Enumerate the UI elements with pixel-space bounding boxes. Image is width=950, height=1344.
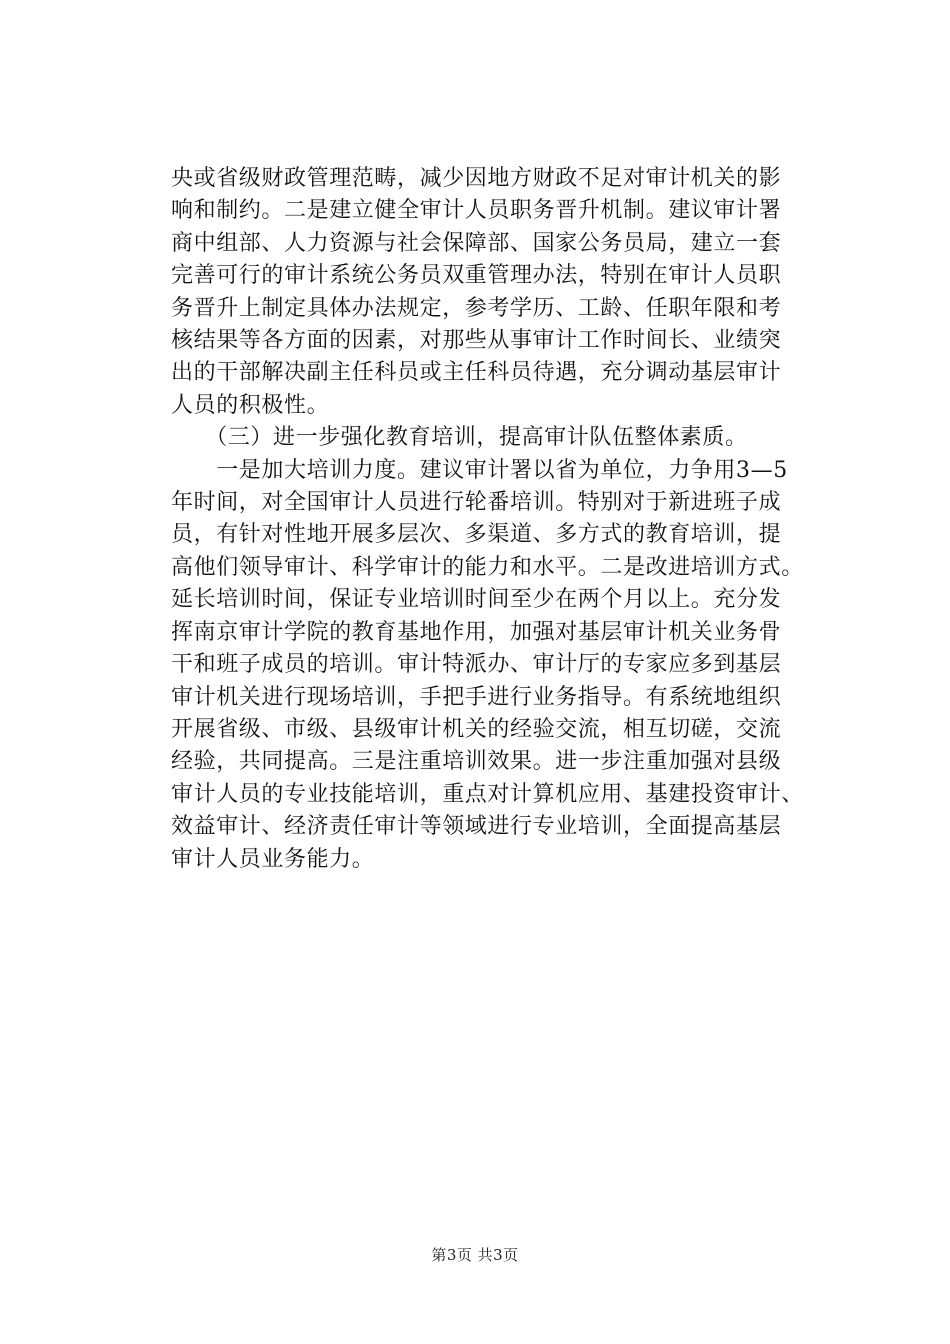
text-line: 响和制约。二是建立健全审计人员职务晋升机制。建议审计署	[171, 198, 782, 224]
text-line: 效益审计、经济责任审计等领域进行专业培训，全面提高基层	[171, 814, 782, 840]
text-line: 年时间，对全国审计人员进行轮番培训。特别对于新进班子成	[171, 490, 782, 516]
text-line: 审计机关进行现场培训，手把手进行业务指导。有系统地组织	[171, 684, 782, 710]
text-line: 核结果等各方面的因素，对那些从事审计工作时间长、业绩突	[171, 328, 782, 354]
page-indicator: 第3页 共3页	[431, 1246, 519, 1264]
page-footer	[0, 1244, 950, 1265]
text-line: 商中组部、人力资源与社会保障部、国家公务员局，建立一套	[171, 230, 782, 256]
text-line: 挥南京审计学院的教育基地作用，加强对基层审计机关业务骨	[171, 619, 782, 645]
text-line: 一是加大培训力度。建议审计署以省为单位，力争用3—5	[171, 457, 788, 483]
text-line: 务晋升上制定具体办法规定，参考学历、工龄、任职年限和考	[171, 295, 782, 321]
text-line: 干和班子成员的培训。审计特派办、审计厅的专家应多到基层	[171, 652, 782, 678]
text-line: 人员的积极性。	[171, 392, 330, 418]
text-line: 完善可行的审计系统公务员双重管理办法，特别在审计人员职	[171, 263, 782, 289]
text-line: 审计人员的专业技能培训，重点对计算机应用、基建投资审计、	[171, 781, 804, 807]
text-line: 经验，共同提高。三是注重培训效果。进一步注重加强对县级	[171, 749, 782, 775]
text-line: 审计人员业务能力。	[171, 846, 375, 872]
text-line: 员，有针对性地开展多层次、多渠道、多方式的教育培训，提	[171, 522, 782, 548]
text-line: 延长培训时间，保证专业培训时间至少在两个月以上。充分发	[171, 587, 782, 613]
section-heading: （三）进一步强化教育培训，提高审计队伍整体素质。	[171, 425, 748, 451]
document-body	[171, 163, 804, 876]
text-line: 高他们领导审计、科学审计的能力和水平。二是改进培训方式。	[171, 554, 804, 580]
text-line: 出的干部解决副主任科员或主任科员待遇，充分调动基层审计	[171, 360, 782, 386]
text-line: 央或省级财政管理范畴，减少因地方财政不足对审计机关的影	[171, 166, 782, 191]
text-line: 开展省级、市级、县级审计机关的经验交流，相互切磋，交流	[171, 716, 782, 742]
